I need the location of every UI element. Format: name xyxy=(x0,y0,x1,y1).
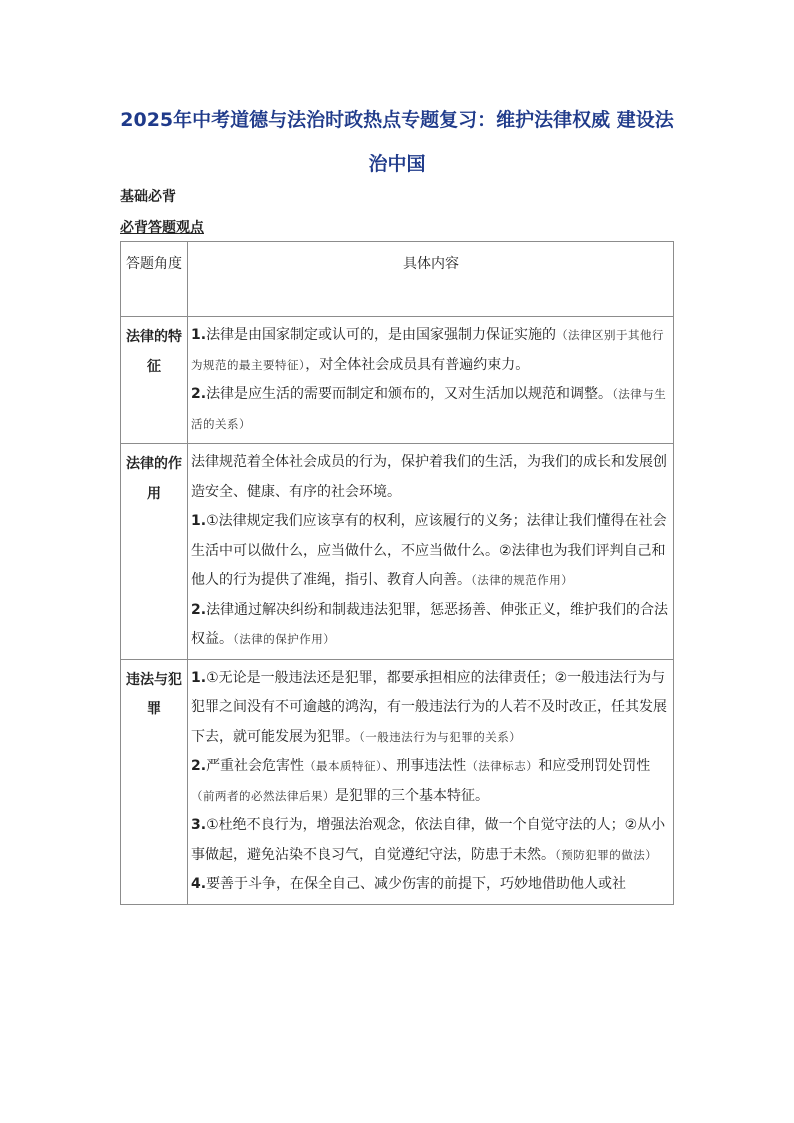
point-number: 1. xyxy=(191,669,207,686)
row-category: 法律的特征 xyxy=(121,317,188,444)
table-row xyxy=(121,317,674,444)
point-text: ①法律规定我们应该享有的权利，应该履行的义务；法律让我们懂得在社会生活中可以做什么，应当做什么，不应当做什么。②法律也为我们评判自己和他人的行为提供了准绳，指引、教育人向善。 xyxy=(191,513,667,588)
point xyxy=(191,507,671,596)
point-number: 4. xyxy=(191,876,207,892)
table-header-row xyxy=(121,242,674,317)
point xyxy=(191,596,671,655)
row-content xyxy=(188,659,674,904)
point-note: （法律的规范作用） xyxy=(471,573,574,587)
point-number: 1. xyxy=(191,513,207,529)
point-note: （法律的保护作用） xyxy=(233,632,336,646)
point-text: ①无论是一般违法还是犯罪，都要承担相应的法律责任；②一般违法行为与犯罪之间没有不可逾越的鸿沟，有一般违法行为的人若不及时改正，任其发展下去，就可能发展为犯罪。 xyxy=(191,669,667,745)
page-title xyxy=(100,98,694,186)
row-content xyxy=(188,444,674,660)
point-number: 2. xyxy=(191,758,207,774)
point-note: （法律区别于其他行为规范的最主要特征） xyxy=(191,328,665,372)
point-text: 严重社会危害性 xyxy=(206,758,305,774)
key-points-table xyxy=(120,241,674,905)
point-text: ①杜绝不良行为，增强法治观念，依法自律，做一个自觉守法的人；②从小事做起，避免沾染不良习气，自觉遵纪守法，防患于未然。 xyxy=(191,817,666,863)
table-row xyxy=(121,659,674,904)
point-note: （法律标志） xyxy=(466,759,539,773)
point-number: 1. xyxy=(191,327,207,343)
point-note: （一般违法行为与犯罪的关系） xyxy=(359,729,522,744)
point xyxy=(191,870,671,900)
point-note: （法律与生活的关系） xyxy=(191,387,667,431)
header-cell-content: 具体内容 xyxy=(188,242,674,317)
section-heading-basics: 基础必背 xyxy=(120,189,176,205)
point-text: 法律通过解决纠纷和制裁违法犯罪，惩恶扬善、伸张正义，维护我们的合法权益。 xyxy=(191,601,669,647)
point-number: 2. xyxy=(191,386,207,402)
point xyxy=(191,664,671,753)
intro-text: 法律规范着全体社会成员的行为，保护着我们的生活，为我们的成长和发展创造安全、健康、有序的社会环境。 xyxy=(191,454,667,500)
point-text: 是犯罪的三个基本特征。 xyxy=(335,787,489,804)
header-cell-angle: 答题角度 xyxy=(121,242,188,317)
point-note: （前两者的必然法律后果） xyxy=(191,788,335,803)
point-text-tail: ，对全体社会成员具有普遍约束力。 xyxy=(305,356,530,373)
point xyxy=(191,752,671,811)
table-row xyxy=(121,444,674,660)
point-note: （预防犯罪的做法） xyxy=(555,847,658,862)
title-line-2: 治中国 xyxy=(368,153,426,175)
point-number: 3. xyxy=(191,817,207,833)
point-text: 和应受刑罚处罚性 xyxy=(538,758,651,774)
title-line-1: 2025年中考道德与法治时政热点专题复习：维护法律权威 建设法 xyxy=(120,109,674,131)
point-number: 2. xyxy=(191,601,207,618)
row-content xyxy=(188,317,674,444)
point-text: 、刑事违法性 xyxy=(382,758,467,774)
point xyxy=(191,321,671,380)
point xyxy=(191,380,671,439)
row-category: 法律的作用 xyxy=(121,444,188,660)
section-heading-key-points: 必背答题观点 xyxy=(120,220,204,236)
point-note: （最本质特征） xyxy=(304,759,383,773)
point-text: 法律是由国家制定或认可的，是由国家强制力保证实施的 xyxy=(206,327,557,343)
point-text: 要善于斗争，在保全自己、减少伤害的前提下，巧妙地借助他人或社 xyxy=(206,876,627,892)
point xyxy=(191,811,671,870)
row-category: 违法与犯罪 xyxy=(121,659,188,904)
point-text: 法律是应生活的需要而制定和颁布的，又对生活加以规范和调整。 xyxy=(206,386,613,402)
